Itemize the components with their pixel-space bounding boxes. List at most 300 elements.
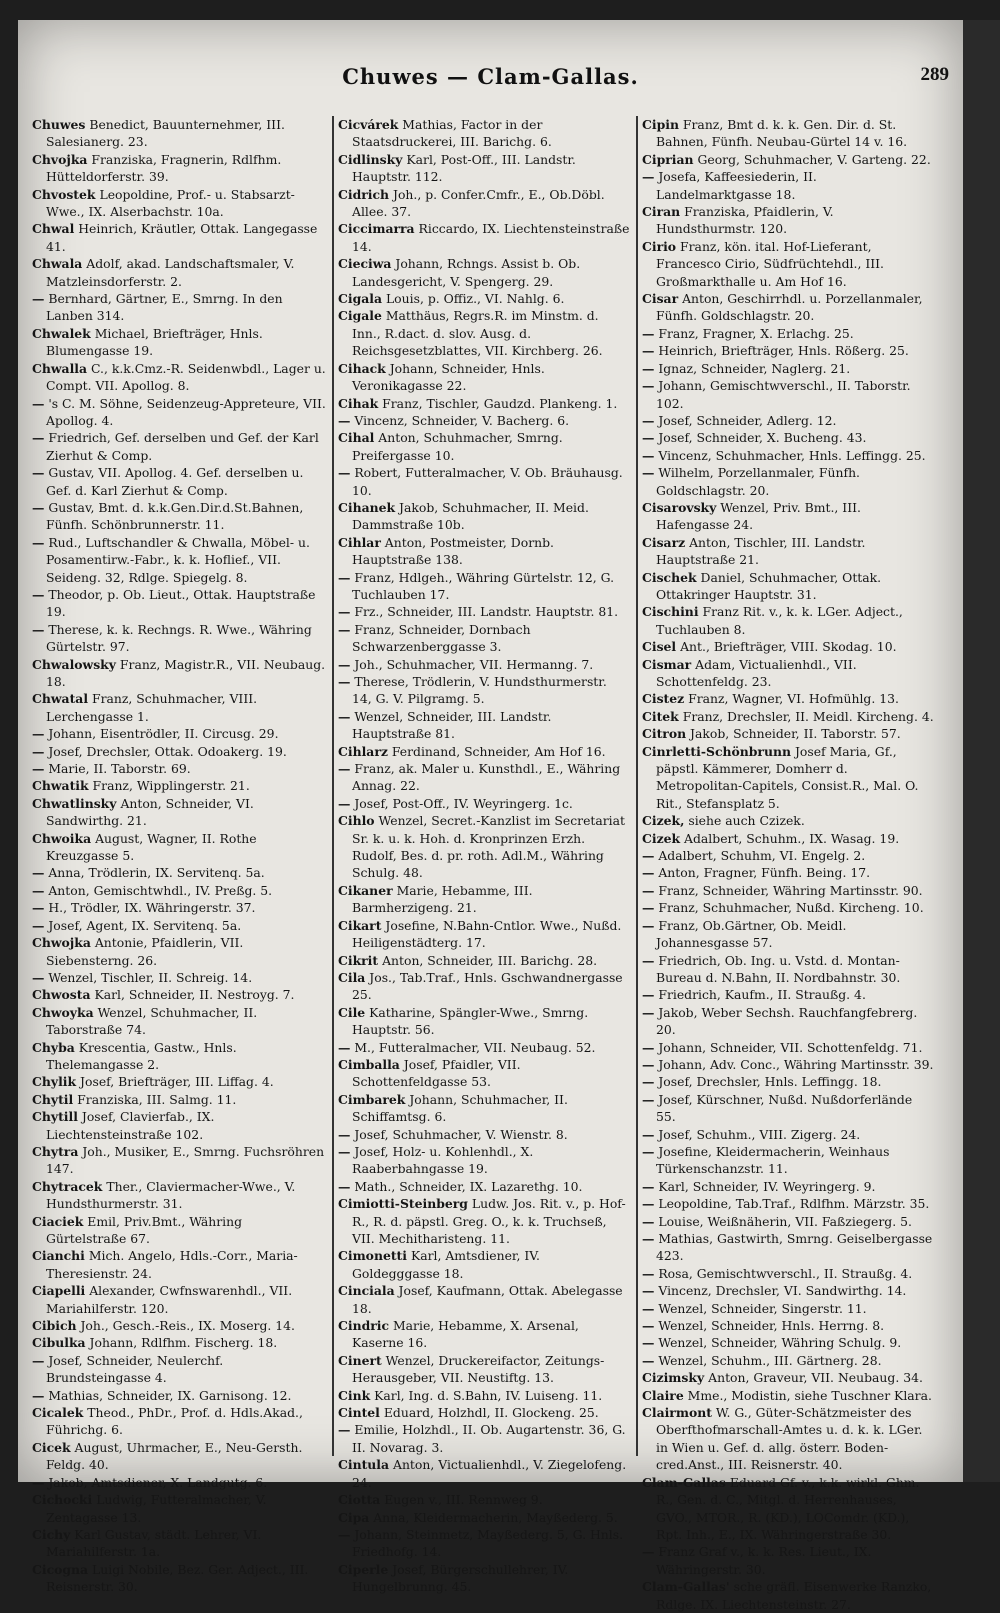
directory-entry — [642, 952, 934, 987]
entry-name: — — [642, 1300, 655, 1316]
directory-entry — [338, 116, 630, 151]
entry-name: Cicalek — [32, 1405, 84, 1421]
directory-entry — [642, 1352, 934, 1369]
entry-name: Ciotta — [338, 1492, 381, 1508]
entry-text: Josefa, Kaffeesiederin, II. Landelmarktgasse 18. — [656, 169, 817, 202]
entry-name: — — [32, 395, 45, 411]
entry-name: Cipa — [338, 1509, 370, 1525]
entry-name: — — [642, 987, 655, 1003]
entry-text: Emil, Priv.Bmt., Währing Gürtelstraße 67. — [46, 1213, 243, 1246]
entry-text: Therese, k. k. Rechngs. R. Wwe., Währing Gürtelstr. 97. — [46, 621, 312, 655]
directory-entry — [32, 899, 326, 916]
directory-entry — [32, 1352, 326, 1387]
directory-entry — [32, 499, 326, 534]
entry-name: Clam-Gallas' — [642, 1579, 730, 1595]
directory-entry — [642, 1387, 934, 1404]
entry-name: — — [32, 499, 45, 515]
entry-name: Cikaner — [338, 882, 393, 898]
entry-name: — — [642, 848, 655, 864]
entry-text: Friedrich, Ob. Ing. u. Vstd. d. Montan-Bureau d. N.Bahn, II. Nordbahnstr. 30. — [656, 952, 901, 985]
entry-name: Cihanek — [338, 499, 396, 515]
entry-name: Cipin — [642, 117, 679, 132]
directory-entry — [642, 116, 934, 151]
entry-name: — — [32, 291, 45, 307]
entry-name: — — [32, 726, 45, 742]
entry-text: C., k.k.Cmz.-R. Seidenwbdl., Lager u. Compt. VII. Apollog. 8. — [46, 360, 326, 394]
entry-text: Anton, Gemischtwhdl., IV. Preßg. 5. — [48, 882, 273, 898]
directory-entry — [338, 429, 630, 464]
entry-name: — — [338, 1422, 351, 1438]
entry-text: Anton, Tischler, III. Landstr. Hauptstraße 21. — [656, 534, 866, 568]
entry-name: Ciapelli — [32, 1283, 86, 1299]
entry-name: Cisarz — [642, 534, 686, 550]
entry-name: — — [642, 465, 655, 481]
entry-text: siehe auch Czizek. — [688, 813, 805, 829]
directory-entry — [642, 986, 934, 1003]
entry-text: Franz, Fragner, X. Erlachg. 25. — [658, 325, 854, 341]
directory-entry — [642, 499, 934, 534]
entry-name: — — [32, 534, 45, 550]
directory-entry — [32, 725, 326, 742]
entry-text: Johann, Schuhmacher, II. Schiffamtsg. 6. — [352, 1091, 568, 1125]
directory-page — [18, 20, 963, 1612]
entry-text: Louise, Weißnäherin, VII. Faßziegerg. 5. — [658, 1213, 912, 1229]
entry-text: Mathias, Schneider, IX. Garnisong. 12. — [48, 1387, 292, 1403]
entry-name: — — [642, 900, 655, 916]
entry-text: Frz., Schneider, III. Landstr. Hauptstr. 81. — [354, 604, 619, 620]
directory-entry — [338, 1561, 630, 1596]
entry-name: — — [642, 1231, 655, 1246]
entry-text: Karl Gustav, städt. Lehrer, VI. Mariahilferstr. 1a. — [46, 1526, 262, 1560]
entry-text: Josef, Schuhm., VIII. Zigerg. 24. — [658, 1126, 861, 1142]
directory-entry — [642, 638, 934, 655]
entry-text: Wenzel, Priv. Bmt., III. Hafengasse 24. — [656, 499, 861, 533]
directory-entry — [642, 1543, 934, 1578]
entry-name: Cihack — [338, 360, 386, 376]
entry-text: Benedict, Bauunternehmer, III. Salesianerg. 23. — [46, 117, 285, 150]
entry-text: Leopoldine, Tab.Traf., Rdlfhm. Märzstr. 35. — [658, 1196, 930, 1212]
directory-entry — [642, 1334, 934, 1351]
directory-entry — [642, 168, 934, 203]
entry-text: Karl, Ing. d. S.Bahn, IV. Luiseng. 11. — [374, 1387, 603, 1403]
entry-text: August, Uhrmacher, E., Neu-Gersth. Feldg. 40. — [46, 1439, 303, 1473]
page-title: Chuwes — Clam-Gallas. — [342, 64, 639, 89]
entry-name: Chwatlinsky — [32, 795, 117, 811]
directory-entry — [32, 186, 326, 221]
directory-entry — [642, 203, 934, 238]
entry-text: Bernhard, Gärtner, E., Smrng. In den Lanben 314. — [46, 291, 283, 324]
entry-name: — — [642, 1544, 655, 1560]
directory-entry — [338, 534, 630, 569]
entry-name: — — [338, 621, 351, 637]
directory-entry — [338, 1509, 630, 1526]
entry-name: — — [642, 1074, 655, 1090]
entry-name: — — [32, 743, 45, 759]
directory-entry — [642, 290, 934, 325]
entry-text: Anton, Graveur, VII. Neubaug. 34. — [708, 1370, 923, 1386]
entry-name: Cischek — [642, 569, 697, 585]
entry-name: — — [32, 917, 45, 933]
entry-text: Marie, Hebamme, X. Arsenal, Kaserne 16. — [352, 1318, 579, 1351]
directory-entry — [32, 1108, 326, 1143]
entry-name: — — [642, 1091, 655, 1107]
directory-entry — [32, 220, 326, 255]
entry-name: — — [642, 1178, 655, 1194]
directory-entry — [642, 447, 934, 464]
page-number: 289 — [920, 64, 949, 85]
entry-text: Josef, Pfaidler, VII. Schottenfeldgasse 53. — [352, 1056, 521, 1090]
directory-entry — [32, 1039, 326, 1074]
directory-entry — [642, 1300, 934, 1317]
entry-name: Cirio — [642, 238, 677, 254]
entry-name: — — [642, 1196, 655, 1212]
directory-entry — [642, 830, 934, 847]
entry-text: Franz, Wagner, VI. Hofmühlg. 13. — [688, 691, 899, 707]
entry-text: Franz Graf v., k. k. Res. Lieut., IX. Währingerstr. 30. — [656, 1544, 872, 1577]
entry-name: Cidlinsky — [338, 151, 403, 167]
entry-name: Chytill — [32, 1109, 78, 1125]
directory-entry — [642, 377, 934, 412]
directory-entry — [32, 621, 326, 656]
directory-entry — [338, 969, 630, 1004]
entry-name: Cibich — [32, 1318, 77, 1334]
directory-entry — [32, 1387, 326, 1404]
directory-entry — [642, 812, 934, 829]
entry-name: — — [642, 169, 655, 185]
directory-entry — [338, 220, 630, 255]
directory-entry — [32, 743, 326, 760]
entry-name: — — [32, 465, 45, 481]
directory-entry — [642, 1195, 934, 1212]
directory-entry — [642, 708, 934, 725]
entry-name: Cizek, — [642, 813, 685, 829]
entry-text: Emilie, Holzhdl., II. Ob. Augartenstr. 36, G. II. Novarag. 3. — [352, 1422, 626, 1455]
directory-entry — [32, 864, 326, 881]
entry-name: Chwoika — [32, 830, 92, 846]
directory-entry — [642, 656, 934, 691]
entry-name: Cichocki — [32, 1492, 93, 1508]
entry-name: Cimonetti — [338, 1248, 407, 1264]
directory-entry — [642, 1404, 934, 1474]
entry-text: Adolf, akad. Landschaftsmaler, V. Matzleinsdorferstr. 2. — [46, 256, 295, 289]
entry-name: — — [642, 882, 655, 898]
directory-entry — [338, 1456, 630, 1491]
directory-entry — [32, 1004, 326, 1039]
entry-text: Franz, ak. Maler u. Kunsthdl., E., Währing Annag. 22. — [352, 761, 621, 794]
entry-name: — — [32, 882, 45, 898]
entry-name: Cigale — [338, 308, 382, 324]
entry-text: Johann, Gemischtwverschl., II. Taborstr. 102. — [656, 378, 911, 411]
entry-text: Mathias, Factor in der Staatsdruckerei, III. Barichg. 6. — [352, 117, 552, 150]
entry-text: Franz, Tischler, Gaudzd. Plankeng. 1. — [382, 395, 618, 411]
entry-name: — — [642, 343, 655, 359]
entry-text: Ther., Claviermacher-Wwe., V. Hundsthurmerstr. 31. — [46, 1178, 296, 1212]
entry-name: Chwosta — [32, 987, 91, 1003]
entry-name: — — [32, 900, 45, 916]
entry-text: Katharine, Spängler-Wwe., Smrng. Hauptstr. 56. — [352, 1004, 589, 1038]
entry-text: Franziska, Fragnerin, Rdlfhm. Hütteldorferstr. 39. — [46, 151, 282, 185]
directory-entry — [338, 360, 630, 395]
entry-text: Jakob, Schuhmacher, II. Meid. Dammstraße 10b. — [352, 499, 589, 533]
directory-entry — [32, 1213, 326, 1248]
entry-name: Clam-Gallas — [642, 1474, 726, 1490]
entry-name: Cimbarek — [338, 1091, 406, 1107]
entry-text: Eugen v., III. Rennweg 9. — [384, 1492, 543, 1508]
entry-name: — — [642, 865, 655, 881]
directory-entry — [32, 429, 326, 464]
entry-name: Cismar — [642, 656, 692, 672]
directory-entry — [338, 1126, 630, 1143]
entry-text: Josef, Schneider, Adlerg. 12. — [658, 412, 837, 428]
entry-name: Cisarovsky — [642, 499, 717, 515]
entry-text: Joh., Musiker, E., Smrng. Fuchsröhren 147. — [46, 1143, 325, 1177]
entry-text: Anton, Victualienhdl., V. Ziegelofeng. 24. — [352, 1457, 627, 1490]
entry-text: Antonie, Pfaidlerin, VII. Siebensterng. 26. — [46, 935, 244, 968]
entry-text: Josef, Clavierfab., IX. Liechtensteinstraße 102. — [46, 1109, 215, 1142]
entry-name: Cikrit — [338, 952, 379, 968]
entry-text: Josefine, Kleidermacherin, Weinhaus Türkenschanzstr. 11. — [656, 1143, 890, 1177]
entry-text: Joh., Schuhmacher, VII. Hermanng. 7. — [354, 656, 594, 672]
entry-text: Karl, Schneider, IV. Weyringerg. 9. — [658, 1178, 876, 1194]
entry-name: — — [642, 1265, 655, 1281]
entry-name: Cichy — [32, 1526, 71, 1542]
entry-text: Eduard, Holzhdl, II. Glockeng. 25. — [383, 1405, 599, 1421]
entry-name: Citek — [642, 708, 679, 724]
page-header — [18, 64, 963, 100]
entry-text: Rud., Luftschandler & Chwalla, Möbel- u. Posamentirw.-Fabr., k. k. Hoflief., VII. Seideng. 32, Rdlge. Spiegelg. 8. — [46, 534, 310, 585]
entry-text: Luigi Nobile, Bez. Ger. Adject., III. Reisnerstr. 30. — [46, 1561, 309, 1595]
directory-entry — [338, 499, 630, 534]
entry-name: — — [32, 621, 45, 637]
entry-text: Franz, Ob.Gärtner, Ob. Meidl. Johannesgasse 57. — [656, 917, 847, 951]
entry-text: Rosa, Gemischtwverschl., II. Straußg. 4. — [658, 1265, 913, 1281]
directory-entry — [642, 1578, 934, 1613]
directory-entry — [32, 1091, 326, 1108]
entry-name: — — [642, 917, 655, 933]
entry-name: — — [32, 969, 45, 985]
entry-text: Joh., p. Confer.Cmfr., E., Ob.Döbl. Allee. 37. — [352, 186, 605, 220]
directory-entry — [32, 1178, 326, 1213]
directory-entry — [642, 917, 934, 952]
entry-name: Chwatik — [32, 778, 89, 794]
directory-entry — [338, 412, 630, 429]
column-middle — [332, 116, 636, 1595]
directory-entry — [338, 1004, 630, 1039]
entry-name: — — [338, 1143, 351, 1159]
directory-entry — [642, 690, 934, 707]
directory-entry — [642, 1073, 934, 1090]
entry-name: Cink — [338, 1387, 371, 1403]
entry-name: Cindric — [338, 1318, 390, 1334]
entry-name: Cicek — [32, 1439, 71, 1455]
directory-entry — [32, 690, 326, 725]
entry-name: — — [338, 569, 351, 585]
scan-edge — [963, 20, 1000, 1482]
entry-text: Karl, Amtsdiener, IV. Goldegggasse 18. — [352, 1248, 540, 1281]
entry-name: Citron — [642, 726, 687, 742]
directory-entry — [32, 830, 326, 865]
directory-entry — [32, 1526, 326, 1561]
directory-entry — [338, 656, 630, 673]
entry-text: Math., Schneider, IX. Lazarethg. 10. — [354, 1178, 583, 1194]
directory-entry — [642, 725, 934, 742]
entry-name: Cizimsky — [642, 1370, 705, 1386]
directory-entry — [32, 934, 326, 969]
directory-entry — [32, 795, 326, 830]
entry-text: W. G., Güter-Schätzmeister des Oberfthofmarschall-Amtes u. d. k. k. LGer. in Wien u. Gef. d. allg. österr. Boden-cred.Anst., III. Reisnerstr. 40. — [656, 1405, 923, 1473]
entry-name: — — [642, 325, 655, 341]
directory-entry — [642, 534, 934, 569]
entry-text: Wilhelm, Porzellanmaler, Fünfh. Goldschlagstr. 20. — [656, 465, 860, 498]
entry-name: — — [642, 412, 655, 428]
entry-name: — — [642, 430, 655, 446]
directory-entry — [642, 1143, 934, 1178]
entry-text: Jakob, Amtsdiener, X. Landgutg. 6. — [48, 1474, 268, 1490]
directory-entry — [642, 1317, 934, 1334]
entry-text: Leopoldine, Prof.- u. Stabsarzt-Wwe., IX. Alserbachstr. 10a. — [46, 186, 295, 220]
entry-text: Franz Rit. v., k. k. LGer. Adject., Tuchlauben 8. — [656, 604, 903, 637]
directory-entry — [32, 656, 326, 691]
entry-name: Chytil — [32, 1091, 74, 1107]
entry-name: Cicogna — [32, 1561, 89, 1577]
entry-name: — — [642, 1143, 655, 1159]
directory-entry — [642, 1178, 934, 1195]
directory-entry — [338, 1404, 630, 1421]
entry-name: — — [338, 1039, 351, 1055]
directory-entry — [338, 1195, 630, 1247]
entry-text: Johann, Rchngs. Assist b. Ob. Landesgericht, V. Spengerg. 29. — [352, 256, 581, 289]
entry-name: Cintel — [338, 1405, 380, 1421]
entry-text: Eduard Gf. v., k.k. wirkl. Ghm. R., Gen. d. C., Mitgl. d. Herrenhauses, GVO., MTOR., R. (KD.), LOComdr. (KD.), Rpt. Inh., E., IX. Währingerstraße 30. — [656, 1474, 920, 1542]
entry-name: — — [338, 674, 351, 689]
column-left — [28, 116, 332, 1595]
entry-text: sche gräfl. Eisenwerke Ranzko, Rdlge. IX. Liechtensteinstr. 27. — [656, 1579, 932, 1612]
entry-name: — — [32, 586, 45, 602]
entry-text: Ludwig, Futteralmacher, V. Zentagasse 13. — [46, 1492, 267, 1525]
directory-entry — [32, 1439, 326, 1474]
directory-entry — [642, 1091, 934, 1126]
entry-text: Vincenz, Schuhmacher, Hnls. Leffingg. 25. — [658, 447, 926, 463]
entry-text: Adalbert, Schuhm., IX. Wasag. 19. — [684, 830, 900, 846]
entry-text: Daniel, Schuhmacher, Ottak. Ottakringer Hauptstr. 31. — [656, 569, 882, 602]
entry-text: H., Trödler, IX. Währingerstr. 37. — [48, 900, 256, 916]
directory-entry — [338, 395, 630, 412]
entry-text: Wenzel, Schneider, III. Landstr. Hauptstraße 81. — [352, 708, 552, 742]
entry-name: Chwal — [32, 221, 75, 237]
entry-text: Jakob, Weber Sechsh. Rauchfangfebrerg. 20. — [656, 1004, 918, 1038]
entry-name: Clairmont — [642, 1405, 712, 1421]
directory-entry — [642, 743, 934, 813]
entry-name: — — [642, 1283, 655, 1299]
entry-name: — — [32, 761, 45, 777]
directory-entry — [32, 1282, 326, 1317]
entry-text: Heinrich, Briefträger, Hnls. Rößerg. 25. — [658, 343, 909, 359]
entry-name: — — [642, 1126, 655, 1142]
directory-entry — [338, 255, 630, 290]
entry-name: — — [642, 1335, 655, 1351]
entry-name: — — [338, 1126, 351, 1142]
entry-text: Therese, Trödlerin, V. Hundsthurmerstr. 14, G. V. Pilgramg. 5. — [352, 674, 607, 707]
entry-text: Wenzel, Secret.-Kanzlist im Secretariat Sr. k. u. k. Hoh. d. Kronprinzen Erzh. Rudolf, Bes. d. pr. roth. Adl.M., Währing Schulg. 48. — [352, 813, 626, 881]
directory-entry — [338, 1143, 630, 1178]
directory-entry — [32, 917, 326, 934]
directory-entry — [642, 1039, 934, 1056]
directory-entry — [32, 464, 326, 499]
directory-entry — [338, 708, 630, 743]
entry-name: Claire — [642, 1387, 684, 1403]
entry-name: Chvostek — [32, 186, 96, 202]
directory-entry — [32, 882, 326, 899]
entry-name: Cihal — [338, 430, 375, 446]
directory-entry — [642, 1369, 934, 1386]
entry-text: Robert, Futteralmacher, V. Ob. Bräuhausg. 10. — [352, 465, 623, 498]
directory-entry — [32, 969, 326, 986]
directory-entry — [32, 325, 326, 360]
directory-entry — [338, 917, 630, 952]
entry-text: Franz, Bmt d. k. k. Gen. Dir. d. St. Bahnen, Fünfh. Neubau-Gürtel 14 v. 16. — [656, 117, 908, 150]
entry-name: Cigala — [338, 291, 382, 307]
entry-name: — — [338, 656, 351, 672]
directory-entry — [338, 1282, 630, 1317]
directory-entry — [642, 1265, 934, 1282]
entry-name: Cischini — [642, 604, 699, 620]
entry-text: Vincenz, Schneider, V. Bacherg. 6. — [354, 412, 570, 428]
directory-entry — [32, 586, 326, 621]
entry-text: Franziska, III. Salmg. 11. — [77, 1091, 237, 1107]
entry-text: Mathias, Gastwirth, Smrng. Geiselbergasse 423. — [656, 1231, 933, 1264]
entry-name: — — [32, 1474, 45, 1490]
entry-text: Friedrich, Kaufm., II. Straußg. 4. — [658, 987, 866, 1003]
entry-text: Louis, p. Offiz., VI. Nahlg. 6. — [385, 291, 565, 307]
entry-text: Anna, Trödlerin, IX. Servitenq. 5a. — [48, 865, 265, 881]
entry-text: Josef, Schneider, X. Bucheng. 43. — [658, 430, 867, 446]
directory-entry — [642, 342, 934, 359]
entry-text: Josef, Briefträger, III. Liffag. 4. — [80, 1074, 274, 1090]
entry-text: Wenzel, Schuhmacher, II. Taborstraße 74. — [46, 1004, 258, 1038]
entry-name: Ciperle — [338, 1561, 389, 1577]
entry-name: Ciccimarra — [338, 221, 415, 237]
entry-name: — — [642, 360, 655, 376]
directory-entry — [642, 1126, 934, 1143]
directory-entry — [32, 1334, 326, 1351]
entry-name: — — [642, 1213, 655, 1229]
directory-entry — [338, 569, 630, 604]
entry-name: Ciaciek — [32, 1213, 84, 1229]
entry-text: M., Futteralmacher, VII. Neubaug. 52. — [354, 1039, 596, 1055]
entry-text: Georg, Schuhmacher, V. Garteng. 22. — [697, 151, 931, 167]
entry-name: — — [642, 1056, 655, 1072]
directory-entry — [338, 743, 630, 760]
entry-text: Johann, Rdlfhm. Fischerg. 18. — [89, 1335, 278, 1351]
entry-text: Franz, Hdlgeh., Währing Gürtelstr. 12, G. Tuchlauben 17. — [352, 569, 615, 602]
entry-name: Cihlar — [338, 534, 381, 550]
entry-text: Josef, Drechsler, Ottak. Odoakerg. 19. — [48, 743, 287, 759]
directory-entry — [32, 255, 326, 290]
entry-name: Cicvárek — [338, 117, 399, 132]
entry-columns — [28, 116, 948, 1612]
entry-name: Cisel — [642, 639, 677, 655]
entry-text: Johann, Adv. Conc., Währing Martinsstr. 39. — [658, 1056, 934, 1072]
directory-entry — [32, 151, 326, 186]
directory-entry — [338, 603, 630, 620]
entry-name: Cila — [338, 969, 366, 985]
entry-name: Cintula — [338, 1457, 390, 1473]
entry-text: Josef, Schuhmacher, V. Wienstr. 8. — [354, 1126, 568, 1142]
directory-entry — [32, 395, 326, 430]
directory-entry — [642, 1004, 934, 1039]
entry-name: Chwalla — [32, 360, 88, 376]
entry-name: Cinciala — [338, 1283, 395, 1299]
